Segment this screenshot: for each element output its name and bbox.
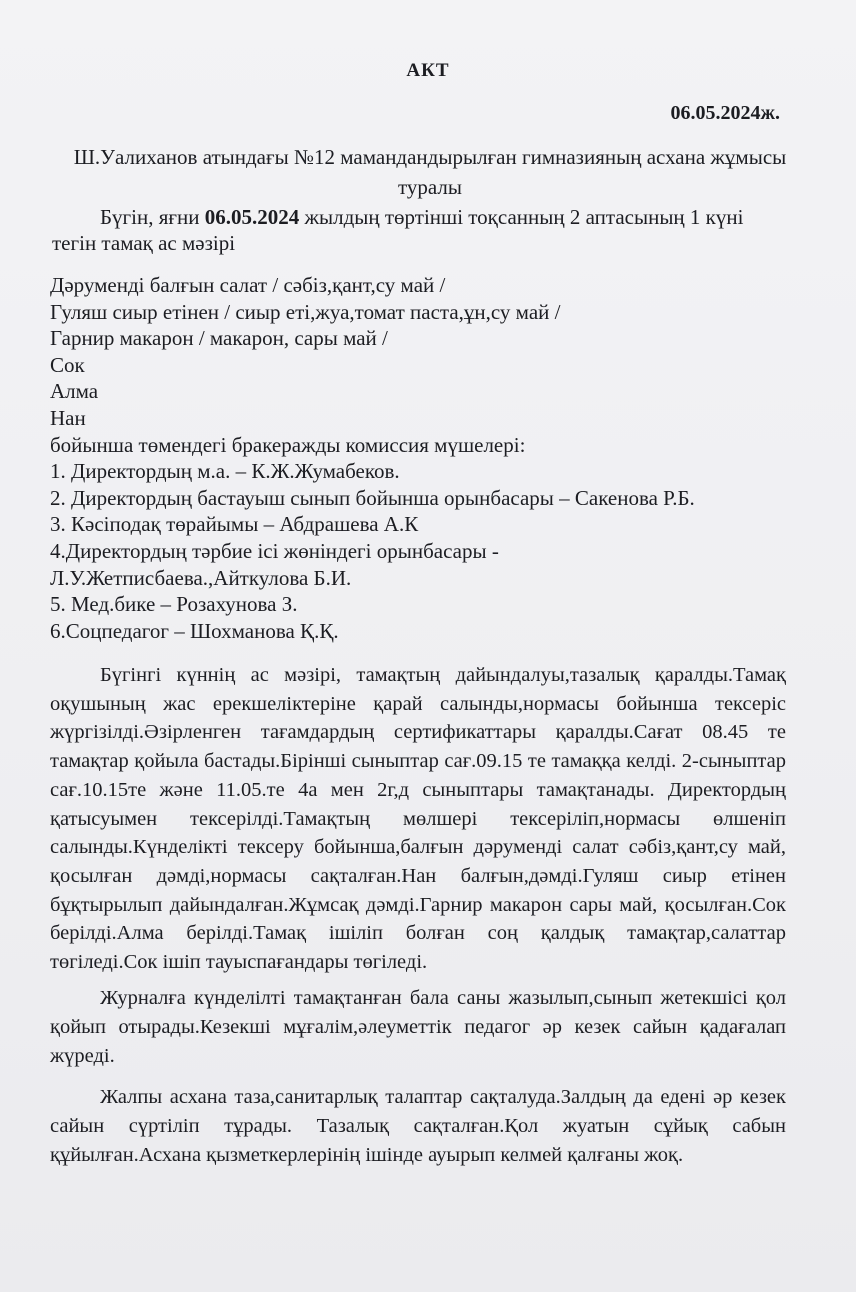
intro-date: 06.05.2024 — [204, 205, 300, 229]
menu-item: Сок — [50, 352, 85, 377]
commission-member: 2. Директордың бастауыш сынып бойынша орынбасары – Сакенова Р.Б. — [50, 485, 695, 510]
sanitary-paragraph: Жалпы асхана таза,санитарлық талаптар сақталуда.Залдың да едені әр кезек сайын сүртіліп тұрады. Тазалық сақталған.Қол жуатын сұйық сабын құйылған.Асхана қызметкерлерінің ішінде ауырып келмей қалғаны жоқ. — [50, 1086, 786, 1166]
inspection-paragraph: Бүгінгі күннің ас мәзірі, тамақтың дайындалуы,тазалық қаралды.Тамақ оқушының жас ерекшеліктеріне қарай салынды,нормасы бойынша тексеріс жүргізілді.Әзірленген тағамдардың сертификаттары қаралды.Сағат 08.45 те тамақтар қойыла бастады.Бірінші сыныптар сағ.09.15 те тамаққа келді. 2-сыныптар сағ.10.15те және 11.05.те 4а мен 2г,д сыныптары тамақтанады. Директордың қатысуымен тексерілді.Тамақтың мөлшері тексеріліп,нормасы өлшеніп салынды.Күнделікті тексеру бойынша,балғын дәруменді салат сәбіз,қант,су май, қосылған дәмді,нормасы сақталған.Нан балғын,дәмді.Гуляш сиыр етінен бұқтырылып дайындалған.Жұмсақ дәмді.Гарнир макарон сары май, қосылған.Сок берілді.Алма берілді.Тамақ ішіліп болған соң қалдық тамақтар,салаттар төгіледі.Сок ішіп тауыспағандары төгіледі. — [50, 664, 786, 974]
journal-paragraph: Журналға күнделілті тамақтанған бала саны жазылып,сынып жетекшісі қол қойып отырады.Кезекші мұғалім,әлеуметтік педагог әр кезек сайын қадағалап жүреді. — [50, 987, 786, 1067]
menu-item: Гуляш сиыр етінен / сиыр еті,жуа,томат паста,ұн,су май / — [50, 299, 561, 324]
menu-item: Гарнир макарон / макарон, сары май / — [50, 326, 388, 351]
commission-intro: бойынша төмендегі бракеражды комиссия мүшелері: — [50, 432, 526, 457]
menu-item: Дәруменді балғын салат / сәбіз,қант,су май / — [50, 273, 446, 297]
commission-member: 3. Кәсіподақ төрайымы – Абдрашева А.К — [50, 512, 419, 537]
document-date: 06.05.2024ж. — [670, 102, 780, 124]
menu-item: Нан — [50, 405, 86, 430]
commission-member: Л.У.Жетписбаева.,Айткулова Б.И. — [50, 565, 352, 590]
commission-member: 6.Соцпедагог – Шохманова Қ.Қ. — [50, 618, 339, 643]
document-heading: Ш.Уалиханов атындағы №12 мамандандырылған гимназияның асхана жұмысы туралы — [73, 145, 787, 199]
intro-suffix: жылдың төртінші тоқсанның 2 аптасының 1 күні тегін тамақ ас мәзірі — [52, 205, 744, 255]
menu-and-commission — [50, 272, 810, 644]
intro-paragraph — [52, 204, 792, 256]
commission-member: 1. Директордың м.а. – К.Ж.Жумабеков. — [50, 459, 400, 484]
commission-member: 4.Директордың тәрбие ісі жөніндегі орынбасары - — [50, 538, 499, 563]
menu-item: Алма — [50, 379, 99, 404]
document-title: АКТ — [406, 60, 450, 81]
intro-prefix: Бүгін, яғни — [100, 205, 205, 229]
commission-member: 5. Мед.бике – Розахунова З. — [50, 592, 298, 617]
